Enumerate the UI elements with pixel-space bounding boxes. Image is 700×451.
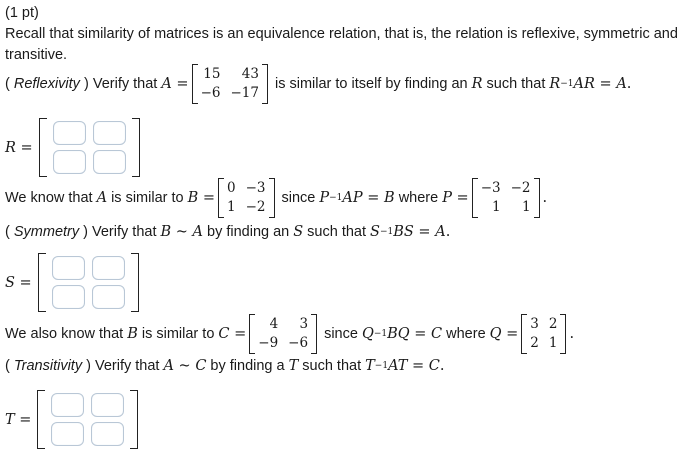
s-entry-12[interactable] [92, 256, 125, 280]
transitivity-label: Transitivity [13, 358, 83, 374]
answer-matrix-s [38, 253, 139, 312]
known-c-statement: We also know that B is similar to C = 4 3 −9 −6 since Q −1 BQ = C where Q = 3 2 2 1 . [5, 314, 574, 354]
symmetry-statement: ( Symmetry ) Verify that B ~ A by finding an S such that S −1 BS = A . [5, 224, 451, 240]
transitivity-statement: ( Transitivity ) Verify that A ~ C by finding a T such that T −1 AT = C . [5, 358, 445, 374]
r-entry-11[interactable] [53, 121, 86, 145]
intro-line-1: Recall that similarity of matrices is an equivalence relation, that is, the relation is reflexive, symmetric and [5, 26, 678, 42]
answer-matrix-t [37, 390, 138, 449]
matrix-q: 3 2 2 1 [521, 314, 566, 354]
t-entry-11[interactable] [51, 393, 84, 417]
answer-s-label: S [5, 274, 15, 291]
t-entry-21[interactable] [51, 422, 84, 446]
matrix-b: 0 −3 1 −2 [218, 178, 275, 218]
matrix-c: 4 3 −9 −6 [249, 314, 317, 354]
answer-s-row: S = [5, 253, 139, 312]
matrix-a: 15 43 −6 −17 [192, 64, 268, 104]
t-entry-12[interactable] [91, 393, 124, 417]
answer-t-label: T [5, 411, 15, 428]
s-entry-22[interactable] [92, 285, 125, 309]
r-entry-12[interactable] [93, 121, 126, 145]
answer-t-row: T = [5, 390, 138, 449]
answer-matrix-r [39, 118, 140, 177]
t-entry-22[interactable] [91, 422, 124, 446]
answer-r-label: R [5, 139, 16, 156]
s-entry-11[interactable] [52, 256, 85, 280]
points-label: (1 pt) [5, 5, 39, 21]
s-entry-21[interactable] [52, 285, 85, 309]
r-entry-22[interactable] [93, 150, 126, 174]
symmetry-label: Symmetry [13, 224, 80, 240]
intro-line-2: transitive. [5, 47, 68, 63]
reflexivity-statement: ( Reflexivity ) Verify that A = 15 43 −6 −17 is similar to itself by finding an R such that R −1 AR = A . [5, 64, 631, 104]
reflexivity-label: Reflexivity [13, 76, 80, 92]
known-b-statement: We know that A is similar to B = 0 −3 1 −2 since P −1 AP = B where P = −3 −2 1 1 . [5, 178, 547, 218]
answer-r-row: R = [5, 118, 140, 177]
matrix-p: −3 −2 1 1 [472, 178, 540, 218]
r-entry-21[interactable] [53, 150, 86, 174]
